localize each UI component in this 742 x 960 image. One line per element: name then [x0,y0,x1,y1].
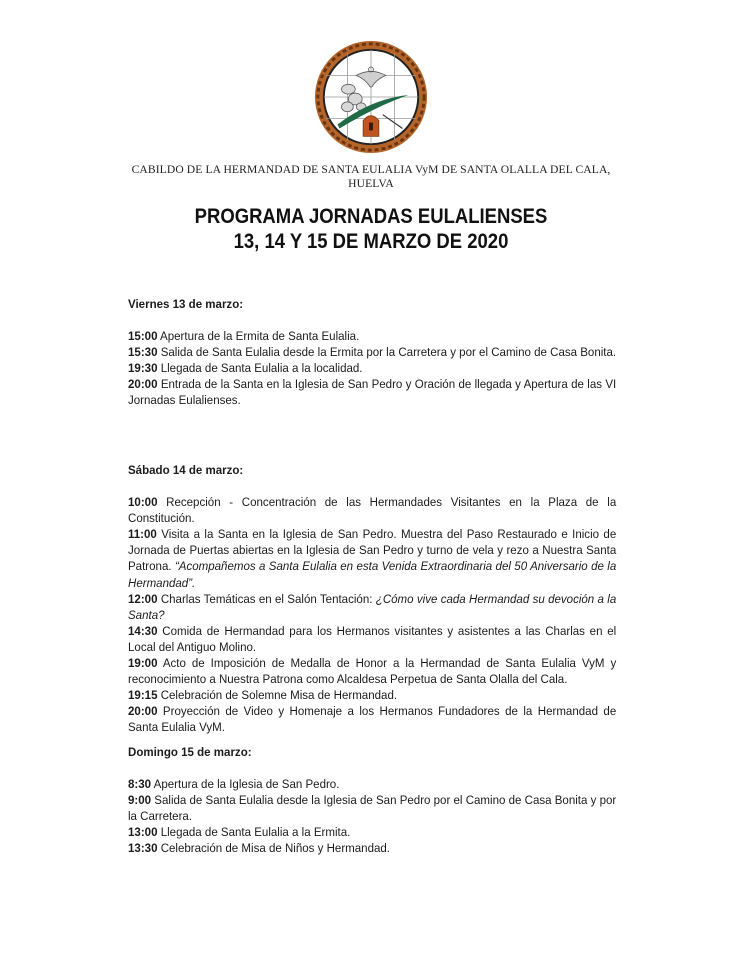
event-text: Salida de Santa Eulalia desde la Ermita por la Carretera y por el Camino de Casa Bonita. [160,345,617,360]
event-time: 15:30 [128,345,158,360]
day-heading: Sábado 14 de marzo: [128,463,244,477]
event-time: 9:00 [128,793,152,808]
event-text: Entrada de la Santa en la Iglesia de San Pedro y Oración de llegada y Apertura de las VI Jornadas Eulalienses. [128,377,617,408]
schedule-item [128,344,616,360]
event-time: 8:30 [128,777,152,792]
schedule-item [128,703,616,735]
event-text: Llegada de Santa Eulalia a la localidad. [160,361,363,376]
schedule-item [128,328,616,344]
schedule-item [128,776,616,792]
schedule-item [128,376,616,408]
event-time: 19:15 [128,688,158,703]
day-section-friday [128,296,616,409]
event-text: Celebración de Solemne Misa de Hermandad. [160,688,398,703]
schedule-item [128,494,616,526]
event-text: Visita a la Santa en la Iglesia de San Pedro. Muestra del Paso Restaurado e Inicio de Jornada de Puertas abiertas en la Iglesia de San Pedro y turno de vela y rezo a Nuestra Santa Patrona. [128,527,617,574]
day-section-saturday [128,462,616,736]
page-title [138,204,604,254]
event-text: Salida de Santa Eulalia desde la Iglesia de San Pedro por el Camino de Casa Bonita y por la Carretera. [128,793,617,824]
event-text: Celebración de Misa de Niños y Hermandad. [160,841,390,856]
event-time: 19:30 [128,361,158,376]
event-text: Apertura de la Ermita de Santa Eulalia. [160,329,360,344]
schedule-item [128,360,616,376]
organization-line-1: CABILDO DE LA HERMANDAD DE SANTA EULALIA VyM DE SANTA OLALLA DEL CALA, [131,163,611,176]
schedule-item [128,687,616,703]
event-question: ¿Cómo vive cada Hermandad su devoción a la Santa? [128,591,617,622]
event-time: 10:00 [128,495,158,510]
event-text: Proyección de Video y Homenaje a los Hermanos Fundadores de la Hermandad de Santa Eulalia VyM. [128,704,617,735]
schedule-item [128,792,616,824]
event-time: 13:30 [128,841,158,856]
day-section-sunday [128,744,616,857]
event-text: Charlas Temáticas en el Salón Tentación: [160,591,373,606]
title-line-2: 13, 14 Y 15 DE MARZO DE 2020 [233,229,509,253]
hermandad-emblem-icon [312,38,430,156]
event-text: Recepción - Concentración de las Hermandades Visitantes en la Plaza de la Constitución. [128,495,617,526]
event-time: 12:00 [128,591,158,606]
organization-name [110,163,632,191]
schedule-item [128,526,616,590]
organization-line-2: HUELVA [348,177,394,190]
event-text: Apertura de la Iglesia de San Pedro. [153,777,340,792]
event-time: 20:00 [128,377,158,392]
event-text: Comida de Hermandad para los Hermanos visitantes y asistentes a las Charlas en el Local del Antiguo Molino. [128,623,617,654]
title-line-1: PROGRAMA JORNADAS EULALIENSES [194,204,548,228]
event-time: 19:00 [128,656,158,671]
schedule-item [128,623,616,655]
event-text: Acto de Imposición de Medalla de Honor a la Hermandad de Santa Eulalia VyM y reconocimiento a Nuestra Patrona como Alcaldesa Perpetua de Santa Olalla del Cala. [128,656,617,687]
day-heading: Domingo 15 de marzo: [128,745,252,759]
schedule-item [128,591,616,623]
schedule-item [128,824,616,840]
schedule-item [128,840,616,856]
event-time: 11:00 [128,527,157,542]
event-time: 13:00 [128,825,158,840]
event-time: 15:00 [128,329,158,344]
event-time: 20:00 [128,704,158,719]
event-time: 14:30 [128,623,158,638]
day-heading: Viernes 13 de marzo: [128,297,244,311]
event-text: Llegada de Santa Eulalia a la Ermita. [160,825,351,840]
schedule-item [128,655,616,687]
event-quote: “Acompañemos a Santa Eulalia en esta Venida Extraordinaria del 50 Aniversario de la Hermandad”. [128,559,617,590]
